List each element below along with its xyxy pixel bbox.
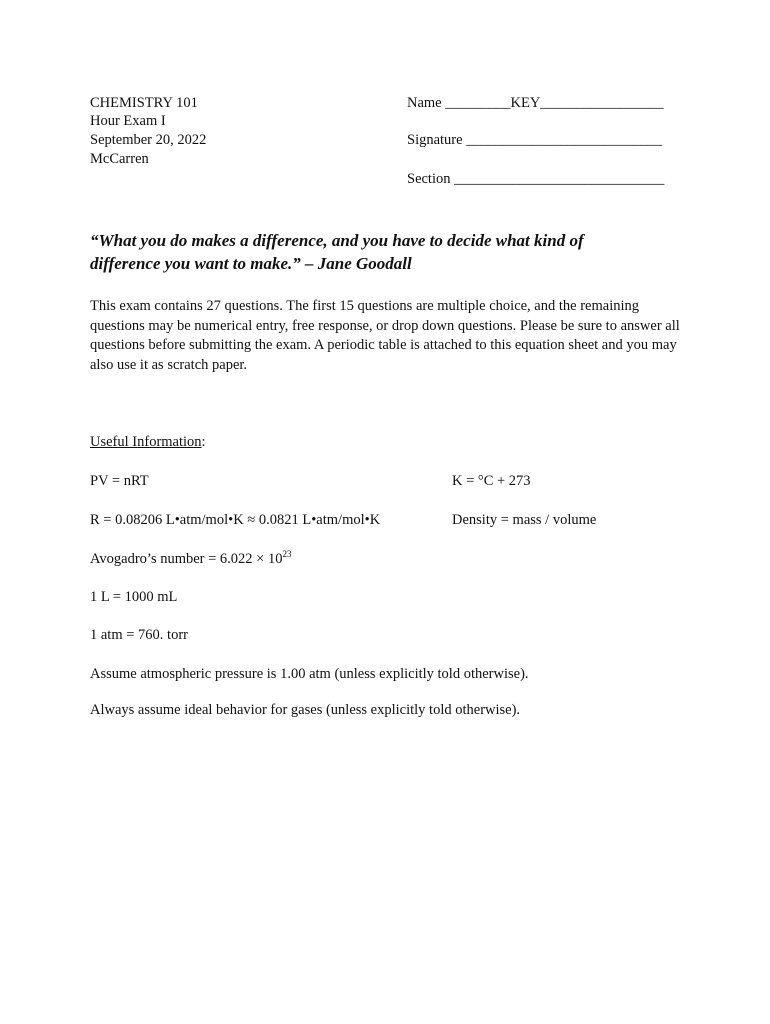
course-title: CHEMISTRY 101: [90, 95, 198, 111]
gas-constant: R = 0.08206 L•atm/mol•K ≈ 0.0821 L•atm/mol•K: [90, 512, 381, 528]
exam-date: September 20, 2022: [90, 132, 207, 148]
goodall-quote: [90, 229, 690, 275]
exam-instructions: This exam contains 27 questions. The first 15 questions are multiple choice, and the remaining questions may be numerical entry, free response, or drop down questions. Please be sure to answer all questions before submitting the exam. A periodic table is attached to this equation sheet and you may also use it as scratch paper.: [90, 298, 680, 373]
section-field: Section _____________________________: [407, 171, 665, 187]
quote-line-2: difference you want to make.” – Jane Goodall: [90, 254, 412, 273]
liter-conversion: 1 L = 1000 mL: [90, 589, 178, 605]
signature-field: Signature ___________________________: [407, 132, 662, 148]
useful-info-heading: [90, 433, 206, 451]
avogadro-exponent: 23: [282, 549, 292, 559]
useful-info-colon: :: [201, 434, 206, 450]
ideal-behavior-note: Always assume ideal behavior for gases (unless explicitly told otherwise).: [90, 702, 521, 718]
pressure-note: Assume atmospheric pressure is 1.00 atm (unless explicitly told otherwise).: [90, 666, 529, 682]
useful-info-heading-text: Useful Information: [90, 434, 202, 450]
exam-title: Hour Exam I: [90, 113, 166, 129]
ideal-gas-law: PV = nRT: [90, 473, 149, 489]
kelvin-conversion: K = °C + 273: [452, 473, 531, 489]
quote-line-1: “What you do makes a difference, and you have to decide what kind of: [90, 231, 584, 250]
atm-conversion: 1 atm = 760. torr: [90, 627, 188, 643]
density-formula: Density = mass / volume: [452, 512, 597, 528]
instructor-name: McCarren: [90, 151, 149, 167]
avogadro-base: Avogadro’s number = 6.022 × 10: [90, 551, 283, 567]
name-field: Name _________KEY_________________: [407, 95, 664, 111]
avogadro-number: [90, 550, 291, 568]
